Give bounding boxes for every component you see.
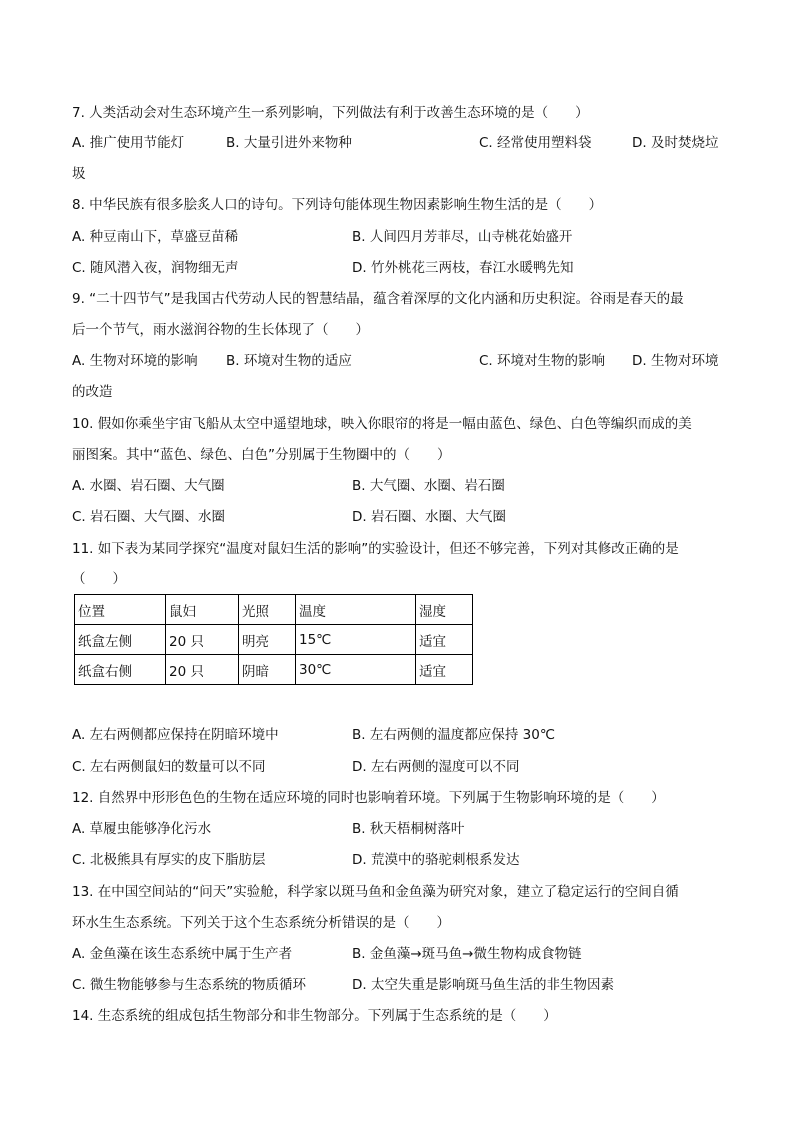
table-cell: 适宜 [416, 655, 473, 685]
question-11-stem-line1: 11. 如下表为某同学探究“温度对鼠妇生活的影响”的实验设计，但还不够完善，下列对其修改正确的是 [72, 541, 679, 557]
q12-option-d: D. 荒漠中的骆驼刺根系发达 [352, 852, 520, 868]
question-13-stem-line1: 13. 在中国空间站的“问天”实验舱，科学家以斑马鱼和金鱼藻为研究对象，建立了稳定运行的空间自循 [72, 884, 679, 900]
question-10-stem-line2: 丽图案。其中“蓝色、绿色、白色”分别属于生物圈中的（ ） [72, 447, 451, 463]
table-header-cell: 鼠妇 [166, 595, 239, 625]
table-cell: 30℃ [296, 655, 416, 685]
table-cell: 纸盒右侧 [75, 655, 166, 685]
table-cell: 20 只 [166, 655, 239, 685]
q9-option-b: B. 环境对生物的适应 [226, 353, 352, 369]
table-cell: 适宜 [416, 625, 473, 655]
q10-option-b: B. 大气圈、水圈、岩石圈 [352, 478, 505, 494]
q9-option-d: D. 生物对环境 [632, 353, 719, 369]
q8-option-a: A. 种豆南山下，草盛豆苗稀 [72, 229, 239, 245]
table-row [75, 625, 473, 655]
q10-option-a: A. 水圈、岩石圈、大气圈 [72, 478, 225, 494]
question-14-stem: 14. 生态系统的组成包括生物部分和非生物部分。下列属于生态系统的是（ ） [72, 1008, 557, 1024]
question-9-stem-line1: 9. “二十四节气”是我国古代劳动人民的智慧结晶，蕴含着深厚的文化内涵和历史积淀。谷雨是春天的最 [72, 291, 684, 307]
q8-option-d: D. 竹外桃花三两枝，春江水暖鸭先知 [352, 260, 574, 276]
q11-option-a: A. 左右两侧都应保持在阴暗环境中 [72, 727, 279, 743]
question-8-stem: 8. 中华民族有很多脍炙人口的诗句。下列诗句能体现生物因素影响生物生活的是（ ） [72, 197, 603, 213]
question-7-stem: 7. 人类活动会对生态环境产生一系列影响，下列做法有利于改善生态环境的是（ ） [72, 105, 589, 121]
q11-option-b: B. 左右两侧的温度都应保持 30℃ [352, 727, 555, 743]
table-cell: 阴暗 [239, 655, 296, 685]
q7-option-d: D. 及时焚烧垃 [632, 135, 719, 151]
q7-option-d-wrap: 圾 [72, 166, 86, 182]
q9-option-c: C. 环境对生物的影响 [479, 353, 606, 369]
q11-option-c: C. 左右两侧鼠妇的数量可以不同 [72, 759, 266, 775]
question-9-stem-line2: 后一个节气，雨水滋润谷物的生长体现了（ ） [72, 322, 369, 338]
q9-option-d-wrap: 的改造 [72, 384, 113, 400]
table-header-cell: 温度 [296, 595, 416, 625]
q8-option-c: C. 随风潜入夜，润物细无声 [72, 260, 239, 276]
q8-option-b: B. 人间四月芳菲尽，山寺桃花始盛开 [352, 229, 573, 245]
table-cell: 20 只 [166, 625, 239, 655]
q9-option-a: A. 生物对环境的影响 [72, 353, 198, 369]
table-header-cell: 位置 [75, 595, 166, 625]
table-cell: 纸盒左侧 [75, 625, 166, 655]
table-header-cell: 湿度 [416, 595, 473, 625]
q7-option-a: A. 推广使用节能灯 [72, 135, 185, 151]
q12-option-c: C. 北极熊具有厚实的皮下脂肪层 [72, 852, 266, 868]
table-cell: 明亮 [239, 625, 296, 655]
q7-option-c: C. 经常使用塑料袋 [479, 135, 592, 151]
table-header-cell: 光照 [239, 595, 296, 625]
table-header-row [75, 595, 473, 625]
q10-option-c: C. 岩石圈、大气圈、水圈 [72, 509, 226, 525]
q13-option-b: B. 金鱼藻→斑马鱼→微生物构成食物链 [352, 946, 582, 962]
q12-option-a: A. 草履虫能够净化污水 [72, 821, 212, 837]
q13-option-d: D. 太空失重是影响斑马鱼生活的非生物因素 [352, 977, 614, 993]
table-cell: 15℃ [296, 625, 416, 655]
question-10-stem-line1: 10. 假如你乘坐宇宙飞船从太空中遥望地球，映入你眼帘的将是一幅由蓝色、绿色、白色等编织而成的美 [72, 416, 692, 432]
q7-option-b: B. 大量引进外来物种 [226, 135, 352, 151]
q13-option-c: C. 微生物能够参与生态系统的物质循环 [72, 977, 307, 993]
q10-option-d: D. 岩石圈、水圈、大气圈 [352, 509, 506, 525]
q11-option-d: D. 左右两侧的湿度可以不同 [352, 759, 520, 775]
q13-option-a: A. 金鱼藻在该生态系统中属于生产者 [72, 946, 293, 962]
question-12-stem: 12. 自然界中形形色色的生物在适应环境的同时也影响着环境。下列属于生物影响环境的是（ ） [72, 790, 665, 806]
question-13-stem-line2: 环水生生态系统。下列关于这个生态系统分析错误的是（ ） [72, 915, 450, 931]
table-row [75, 655, 473, 685]
question-11-stem-line2: （ ） [72, 571, 126, 587]
q12-option-b: B. 秋天梧桐树落叶 [352, 821, 465, 837]
experiment-table [74, 594, 473, 685]
